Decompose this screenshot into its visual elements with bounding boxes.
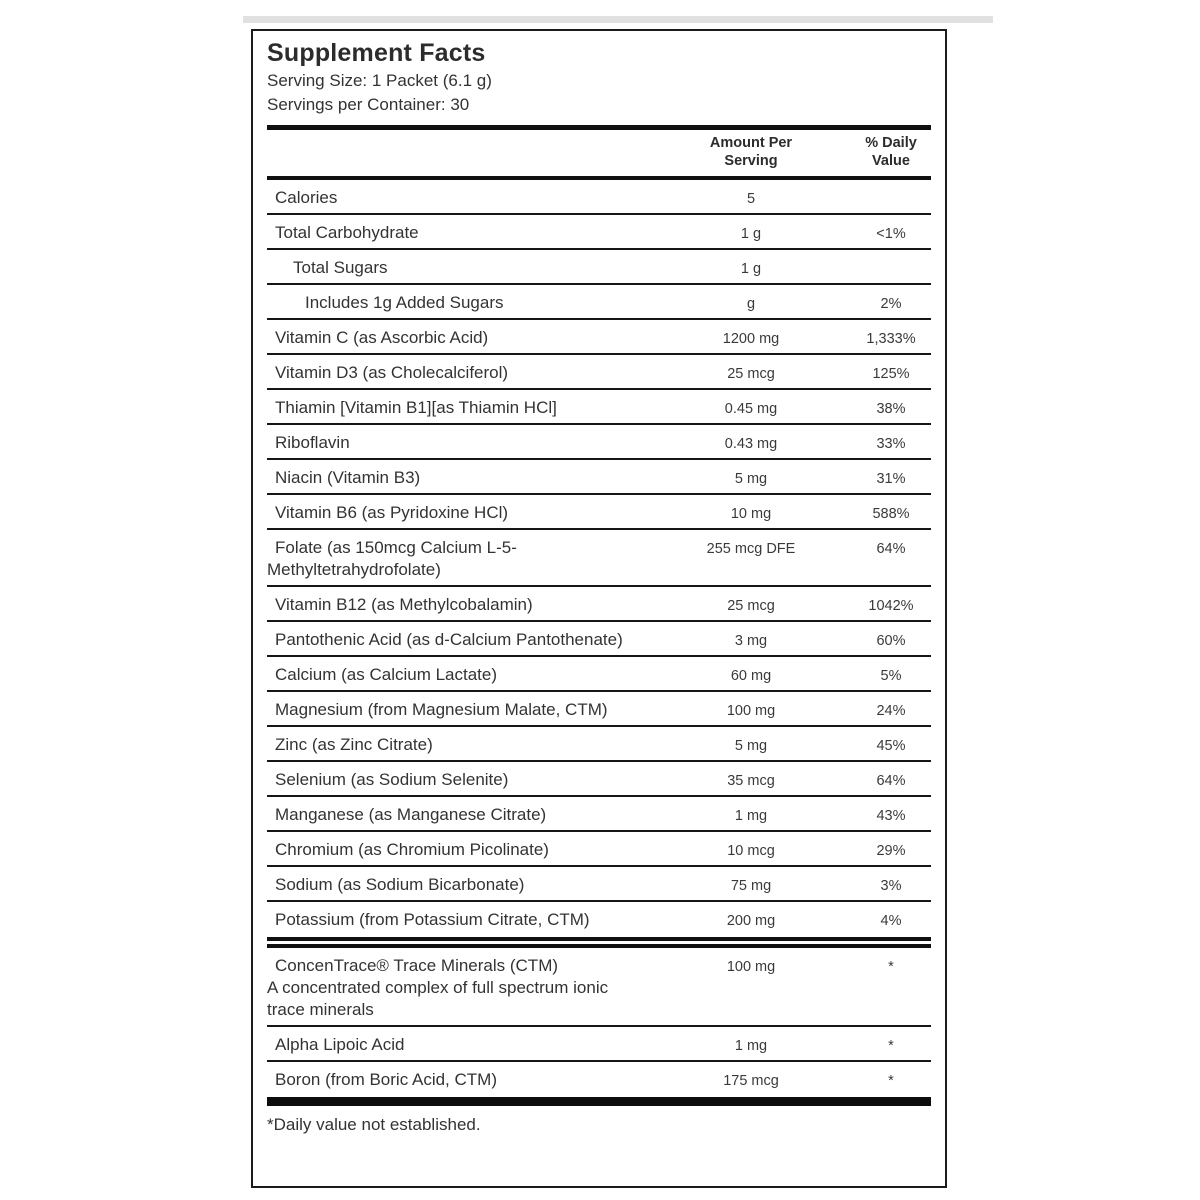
servings-per-container-text: Servings per Container: 30 bbox=[267, 95, 470, 114]
table-row bbox=[267, 250, 931, 285]
nutrient-name: ConcenTrace® Trace Minerals (CTM) A concentrated complex of full spectrum ionic trace minerals bbox=[267, 948, 651, 1025]
nutrient-amount: 25 mcg bbox=[727, 598, 775, 614]
nutrient-daily-value: <1% bbox=[876, 226, 906, 242]
nutrient-name: Pantothenic Acid (as d-Calcium Pantothenate) bbox=[275, 630, 623, 649]
nutrient-name: Niacin (Vitamin B3) bbox=[275, 468, 421, 487]
nutrient-name: Calcium (as Calcium Lactate) bbox=[275, 665, 498, 684]
nutrient-daily-value: * bbox=[888, 959, 894, 975]
table-row bbox=[267, 587, 931, 622]
nutrient-daily-value: 1042% bbox=[868, 598, 914, 614]
nutrient-name: Folate (as 150mcg Calcium L-5-Methyltetrahydrofolate) bbox=[267, 538, 517, 579]
table-row bbox=[267, 1062, 931, 1097]
nutrient-daily-value: 125% bbox=[872, 366, 910, 382]
nutrient-daily-value: 24% bbox=[876, 703, 906, 719]
table-row bbox=[267, 530, 931, 587]
nutrient-daily-value: 43% bbox=[876, 808, 906, 824]
table-row bbox=[267, 797, 931, 832]
table-row bbox=[267, 832, 931, 867]
nutrient-amount: 1 mg bbox=[734, 808, 768, 824]
nutrient-name: Potassium (from Potassium Citrate, CTM) bbox=[275, 910, 590, 929]
section-divider-double-bar bbox=[267, 937, 931, 948]
nutrient-daily-value bbox=[851, 250, 931, 259]
table-row bbox=[267, 355, 931, 390]
table-row bbox=[267, 495, 931, 530]
nutrient-amount: 10 mcg bbox=[727, 843, 775, 859]
footnote-divider-bar bbox=[267, 1097, 931, 1106]
nutrient-name: Vitamin B12 (as Methylcobalamin) bbox=[275, 595, 533, 614]
nutrient-name: Vitamin D3 (as Cholecalciferol) bbox=[275, 363, 509, 382]
nutrient-name: Chromium (as Chromium Picolinate) bbox=[275, 840, 549, 859]
name-column-header bbox=[267, 134, 651, 170]
nutrient-name: Boron (from Boric Acid, CTM) bbox=[275, 1070, 497, 1089]
nutrient-daily-value: 64% bbox=[876, 541, 906, 557]
nutrient-name: Alpha Lipoic Acid bbox=[275, 1035, 405, 1054]
table-row bbox=[267, 215, 931, 250]
nutrient-daily-value: 33% bbox=[876, 436, 906, 452]
nutrient-daily-value: 38% bbox=[876, 401, 906, 417]
table-row bbox=[267, 902, 931, 937]
nutrient-amount: 25 mcg bbox=[727, 366, 775, 382]
nutrient-name: Includes 1g Added Sugars bbox=[305, 293, 504, 312]
nutrient-amount: 0.45 mg bbox=[724, 401, 778, 417]
nutrient-daily-value: 4% bbox=[880, 913, 902, 929]
nutrient-daily-value: 64% bbox=[876, 773, 906, 789]
nutrient-name: Thiamin [Vitamin B1][as Thiamin HCl] bbox=[275, 398, 557, 417]
table-row bbox=[267, 460, 931, 495]
nutrient-amount: 200 mg bbox=[726, 913, 776, 929]
nutrient-amount: 1 mg bbox=[734, 1038, 768, 1054]
nutrient-amount: 60 mg bbox=[730, 668, 772, 684]
nutrient-name: Total Sugars bbox=[293, 258, 388, 277]
table-row bbox=[267, 285, 931, 320]
nutrient-name: Manganese (as Manganese Citrate) bbox=[275, 805, 547, 824]
nutrient-amount: 5 bbox=[746, 191, 756, 207]
nutrient-amount: 175 mcg bbox=[723, 1073, 779, 1089]
table-row bbox=[267, 390, 931, 425]
nutrient-amount: 75 mg bbox=[730, 878, 772, 894]
nutrient-daily-value: 60% bbox=[876, 633, 906, 649]
nutrient-amount: 255 mcg DFE bbox=[706, 541, 796, 557]
nutrient-name: Vitamin C (as Ascorbic Acid) bbox=[275, 328, 489, 347]
nutrient-rows bbox=[267, 180, 931, 937]
nutrient-daily-value: * bbox=[888, 1038, 894, 1054]
nutrient-name: Vitamin B6 (as Pyridoxine HCl) bbox=[275, 503, 509, 522]
table-row bbox=[267, 948, 931, 1027]
table-row bbox=[267, 425, 931, 460]
nutrient-name: Selenium (as Sodium Selenite) bbox=[275, 770, 509, 789]
column-header-row bbox=[267, 130, 931, 176]
nutrient-daily-value: 29% bbox=[876, 843, 906, 859]
proprietary-rows bbox=[267, 948, 931, 1097]
daily-value-footnote: *Daily value not established. bbox=[267, 1115, 481, 1134]
nutrient-amount: 5 mg bbox=[734, 471, 768, 487]
amount-column-header: Amount Per Serving bbox=[709, 135, 793, 169]
table-row bbox=[267, 1027, 931, 1062]
nutrient-amount: 1 g bbox=[740, 261, 762, 277]
serving-size-text: Serving Size: 1 Packet (6.1 g) bbox=[267, 71, 492, 90]
nutrient-amount: 100 mg bbox=[726, 959, 776, 975]
nutrient-amount: 0.43 mg bbox=[724, 436, 778, 452]
nutrient-amount: 1 g bbox=[740, 226, 762, 242]
nutrient-name: Magnesium (from Magnesium Malate, CTM) bbox=[275, 700, 608, 719]
panel-title: Supplement Facts bbox=[267, 39, 486, 67]
nutrient-amount: 100 mg bbox=[726, 703, 776, 719]
nutrient-amount: 3 mg bbox=[734, 633, 768, 649]
nutrient-amount: 35 mcg bbox=[727, 773, 775, 789]
nutrient-daily-value: 2% bbox=[880, 296, 902, 312]
nutrient-daily-value: 3% bbox=[880, 878, 902, 894]
nutrient-daily-value: 5% bbox=[880, 668, 902, 684]
supplement-facts-panel bbox=[251, 29, 947, 1188]
table-row bbox=[267, 180, 931, 215]
nutrient-daily-value: * bbox=[888, 1073, 894, 1089]
table-row bbox=[267, 657, 931, 692]
nutrient-daily-value: 31% bbox=[876, 471, 906, 487]
nutrient-name: Total Carbohydrate bbox=[275, 223, 419, 242]
top-gray-strip bbox=[243, 16, 993, 23]
nutrient-name: Sodium (as Sodium Bicarbonate) bbox=[275, 875, 525, 894]
table-row bbox=[267, 727, 931, 762]
nutrient-name: Calories bbox=[275, 188, 338, 207]
nutrient-amount: g bbox=[746, 296, 756, 312]
table-row bbox=[267, 762, 931, 797]
table-row bbox=[267, 692, 931, 727]
nutrient-amount: 10 mg bbox=[730, 506, 772, 522]
nutrient-name: Riboflavin bbox=[275, 433, 350, 452]
nutrient-name: Zinc (as Zinc Citrate) bbox=[275, 735, 433, 754]
nutrient-amount: 5 mg bbox=[734, 738, 768, 754]
daily-value-column-header: % Daily Value bbox=[865, 135, 917, 169]
table-row bbox=[267, 622, 931, 657]
table-row bbox=[267, 867, 931, 902]
nutrient-amount: 1200 mg bbox=[722, 331, 780, 347]
nutrient-description: A concentrated complex of full spectrum ionic trace minerals bbox=[267, 978, 609, 1019]
table-row bbox=[267, 320, 931, 355]
nutrient-daily-value: 45% bbox=[876, 738, 906, 754]
nutrient-daily-value: 1,333% bbox=[866, 331, 916, 347]
nutrient-daily-value bbox=[851, 180, 931, 189]
nutrient-daily-value: 588% bbox=[872, 506, 910, 522]
